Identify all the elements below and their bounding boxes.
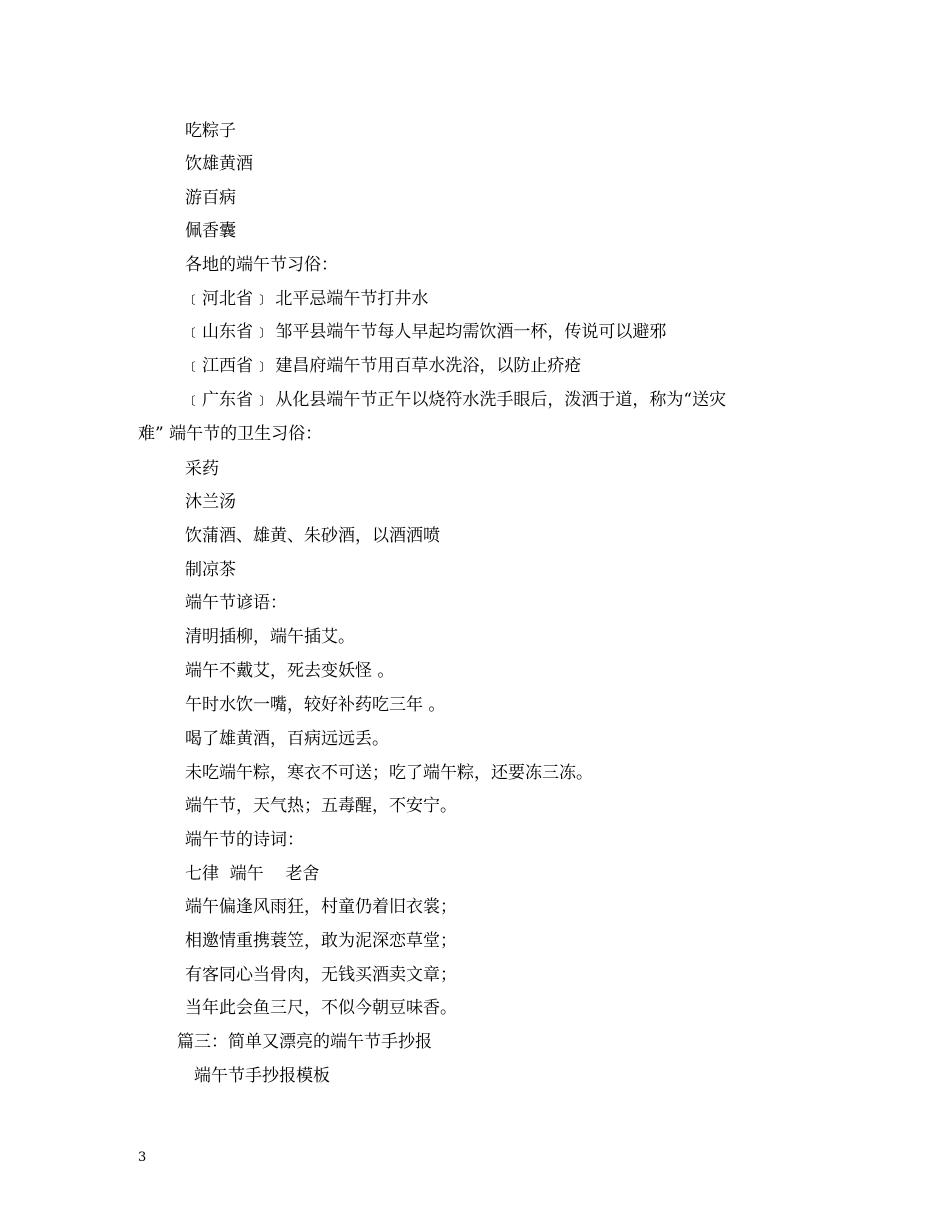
- proverb-line: 午时水饮一嘴，较好补药吃三年 。: [185, 695, 446, 715]
- proverb-line: 端午节，天气热；五毒醒，不安宁。: [185, 796, 457, 816]
- poem-line: 端午偏逢风雨狂，村童仍着旧衣裳；: [185, 897, 457, 917]
- page-number: 3: [138, 1150, 147, 1165]
- proverb-line: 喝了雄黄酒，百病远远丢。: [185, 729, 389, 749]
- section-heading-proverbs: 端午节谚语：: [185, 593, 287, 613]
- text-line-hygiene-customs: 难” 端午节的卫生习俗：: [138, 424, 323, 444]
- text-line-calamus-wine: 饮蒲酒、雄黄、朱砂酒，以酒洒喷: [185, 526, 440, 546]
- proverb-line: 端午不戴艾，死去变妖怪 。: [185, 661, 395, 681]
- section-heading-regional-customs: 各地的端午节习俗：: [185, 255, 338, 275]
- proverb-line: 未吃端午粽，寒衣不可送；吃了端午粽，还要冻三冻。: [185, 763, 593, 783]
- poem-title: 七律 端午 老舍: [185, 864, 320, 884]
- text-line-hebei: ﹝河北省﹞ 北平忌端午节打井水: [185, 289, 429, 309]
- text-line-orchid-bath: 沐兰汤: [185, 492, 236, 512]
- poem-line: 当年此会鱼三尺，不似今朝豆味香。: [185, 998, 457, 1018]
- chapter-heading-part-three: 篇三：简单又漂亮的端午节手抄报: [177, 1032, 432, 1052]
- text-line-realgar-wine: 饮雄黄酒: [185, 154, 253, 174]
- proverb-line: 清明插柳，端午插艾。: [185, 627, 355, 647]
- text-line-shandong: ﹝山东省﹞ 邹平县端午节每人早起均需饮酒一杯，传说可以避邪: [185, 322, 667, 342]
- text-line-guangdong: ﹝广东省﹞ 从化县端午节正午以烧符水洗手眼后，泼洒于道，称为“送灾: [185, 390, 727, 410]
- text-line-sachet: 佩香囊: [185, 221, 236, 241]
- section-heading-poems: 端午节的诗词：: [185, 830, 304, 850]
- text-line-zongzi: 吃粽子: [185, 121, 236, 141]
- text-line-walk-away-illness: 游百病: [185, 188, 236, 208]
- text-line-jiangxi: ﹝江西省﹞ 建昌府端午节用百草水洗浴，以防止疥疮: [185, 356, 582, 376]
- subheading-template: 端午节手抄报模板: [194, 1066, 330, 1086]
- text-line-gather-herbs: 采药: [185, 459, 219, 479]
- poem-line: 相邀情重携蓑笠，敢为泥深恋草堂；: [185, 931, 457, 951]
- text-line-herbal-tea: 制凉茶: [185, 560, 236, 580]
- poem-line: 有客同心当骨肉，无钱买酒卖文章；: [185, 965, 457, 985]
